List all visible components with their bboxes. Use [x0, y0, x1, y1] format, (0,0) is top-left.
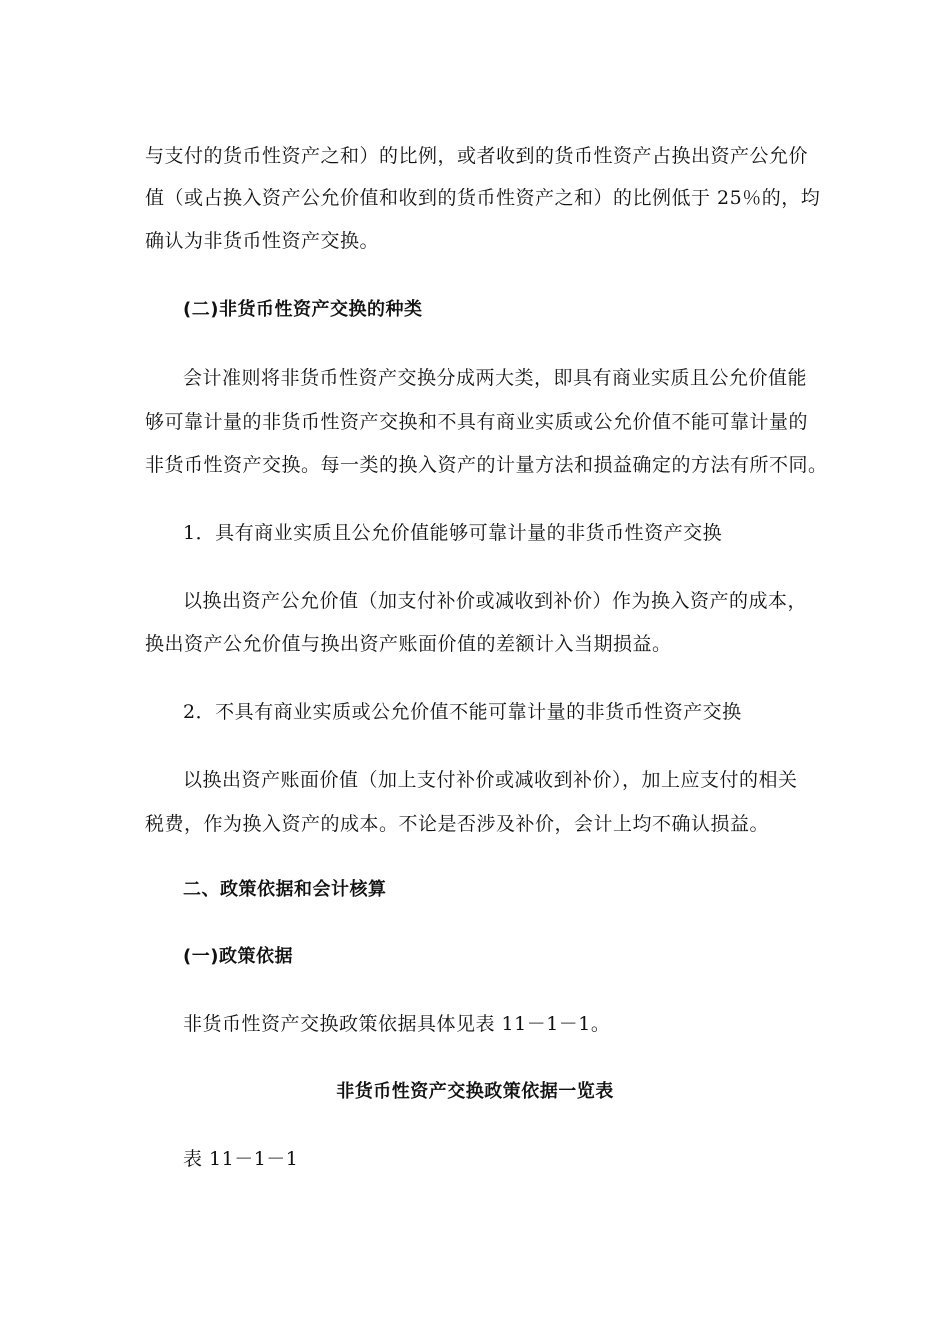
- list-item: 1．具有商业实质且公允价值能够可靠计量的非货币性资产交换: [183, 522, 723, 544]
- subsection-heading: (二)非货币性资产交换的种类: [183, 299, 423, 320]
- paragraph-line: 非货币性资产交换政策依据具体见表 11－1－1。: [183, 1013, 611, 1035]
- table-number: 表 11－1－1: [183, 1148, 299, 1170]
- paragraph-line: 够可靠计量的非货币性资产交换和不具有商业实质或公允价值不能可靠计量的: [145, 411, 809, 433]
- table-title: 非货币性资产交换政策依据一览表: [336, 1081, 614, 1102]
- paragraph-line: 会计准则将非货币性资产交换分成两大类，即具有商业实质且公允价值能: [183, 367, 808, 389]
- paragraph-line: 税费，作为换入资产的成本。不论是否涉及补价，会计上均不确认损益。: [145, 813, 770, 835]
- paragraph-line: 确认为非货币性资产交换。: [145, 230, 380, 252]
- list-item: 2．不具有商业实质或公允价值不能可靠计量的非货币性资产交换: [183, 701, 742, 723]
- paragraph-line: 换出资产公允价值与换出资产账面价值的差额计入当期损益。: [145, 633, 672, 655]
- paragraph-line: 非货币性资产交换。每一类的换入资产的计量方法和损益确定的方法有所不同。: [145, 454, 828, 476]
- paragraph-line: 以换出资产公允价值（加支付补价或减收到补价）作为换入资产的成本，: [183, 590, 808, 612]
- paragraph-line: 值（或占换入资产公允价值和收到的货币性资产之和）的比例低于 25％的，均: [145, 187, 821, 209]
- subsection-heading: (一)政策依据: [183, 946, 293, 967]
- paragraph-line: 以换出资产账面价值（加上支付补价或减收到补价），加上应支付的相关: [183, 769, 798, 791]
- paragraph-line: 与支付的货币性资产之和）的比例，或者收到的货币性资产占换出资产公允价: [145, 145, 809, 167]
- section-heading: 二、政策依据和会计核算: [183, 879, 387, 900]
